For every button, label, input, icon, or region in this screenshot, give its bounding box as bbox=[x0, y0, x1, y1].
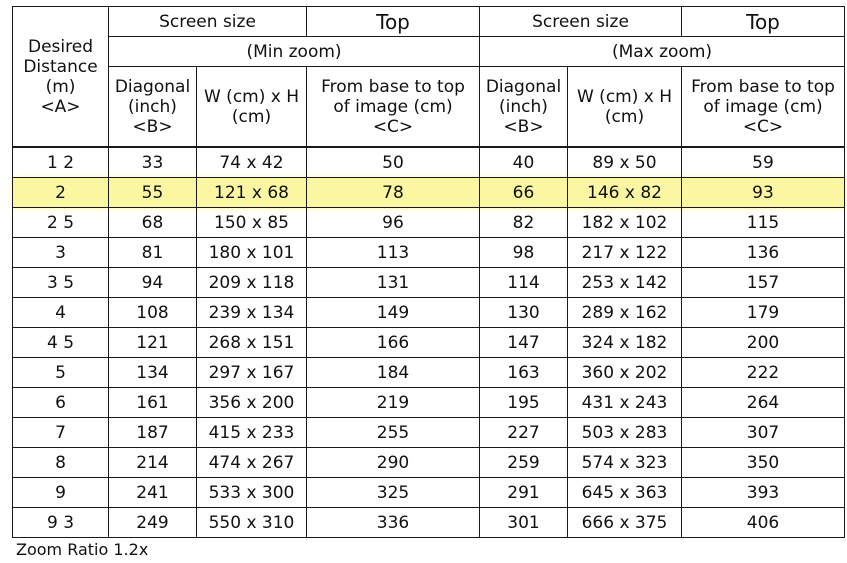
max-diagonal-cell: 114 bbox=[480, 268, 568, 298]
max-size-cell: 666 x 375 bbox=[568, 508, 682, 538]
min-top-cell: 131 bbox=[307, 268, 480, 298]
max-top-cell: 222 bbox=[682, 358, 845, 388]
distance-cell: 4 bbox=[13, 298, 109, 328]
max-diagonal-cell: 130 bbox=[480, 298, 568, 328]
min-size-cell: 297 x 167 bbox=[197, 358, 307, 388]
max-diagonal-cell: 40 bbox=[480, 147, 568, 178]
screen-size-header-min: Screen size bbox=[109, 7, 307, 37]
min-size-cell: 268 x 151 bbox=[197, 328, 307, 358]
projection-distance-table bbox=[12, 6, 845, 538]
top-header-max: Top bbox=[682, 7, 845, 37]
max-zoom-header: (Max zoom) bbox=[480, 37, 845, 67]
min-top-cell: 336 bbox=[307, 508, 480, 538]
max-top-cell: 200 bbox=[682, 328, 845, 358]
max-top-cell: 59 bbox=[682, 147, 845, 178]
min-size-cell: 239 x 134 bbox=[197, 298, 307, 328]
max-size-cell: 217 x 122 bbox=[568, 238, 682, 268]
distance-cell: 7 bbox=[13, 418, 109, 448]
table-row bbox=[13, 508, 845, 538]
distance-cell: 1 2 bbox=[13, 147, 109, 178]
min-diagonal-cell: 187 bbox=[109, 418, 197, 448]
min-top-cell: 290 bbox=[307, 448, 480, 478]
min-diagonal-cell: 94 bbox=[109, 268, 197, 298]
min-size-cell: 533 x 300 bbox=[197, 478, 307, 508]
table-row bbox=[13, 238, 845, 268]
max-top-cell: 179 bbox=[682, 298, 845, 328]
distance-cell: 3 5 bbox=[13, 268, 109, 298]
max-top-cell: 406 bbox=[682, 508, 845, 538]
max-top-cell: 307 bbox=[682, 418, 845, 448]
min-size-cell: 74 x 42 bbox=[197, 147, 307, 178]
distance-cell: 6 bbox=[13, 388, 109, 418]
min-top-cell: 325 bbox=[307, 478, 480, 508]
max-top-cell: 93 bbox=[682, 178, 845, 208]
min-top-cell: 149 bbox=[307, 298, 480, 328]
wxh-header-max: W (cm) x H (cm) bbox=[568, 67, 682, 148]
min-size-cell: 415 x 233 bbox=[197, 418, 307, 448]
max-diagonal-cell: 82 bbox=[480, 208, 568, 238]
diagonal-header-max: Diagonal (inch) <B> bbox=[480, 67, 568, 148]
max-diagonal-cell: 147 bbox=[480, 328, 568, 358]
max-size-cell: 574 x 323 bbox=[568, 448, 682, 478]
min-zoom-header: (Min zoom) bbox=[109, 37, 480, 67]
min-top-cell: 96 bbox=[307, 208, 480, 238]
table-row bbox=[13, 448, 845, 478]
max-diagonal-cell: 98 bbox=[480, 238, 568, 268]
distance-cell: 3 bbox=[13, 238, 109, 268]
min-size-cell: 209 x 118 bbox=[197, 268, 307, 298]
min-size-cell: 356 x 200 bbox=[197, 388, 307, 418]
min-diagonal-cell: 33 bbox=[109, 147, 197, 178]
max-diagonal-cell: 259 bbox=[480, 448, 568, 478]
max-top-cell: 115 bbox=[682, 208, 845, 238]
max-size-cell: 182 x 102 bbox=[568, 208, 682, 238]
min-size-cell: 550 x 310 bbox=[197, 508, 307, 538]
max-size-cell: 645 x 363 bbox=[568, 478, 682, 508]
min-diagonal-cell: 214 bbox=[109, 448, 197, 478]
max-diagonal-cell: 301 bbox=[480, 508, 568, 538]
zoom-ratio-note: Zoom Ratio 1.2x bbox=[16, 540, 149, 559]
min-top-cell: 219 bbox=[307, 388, 480, 418]
min-size-cell: 121 x 68 bbox=[197, 178, 307, 208]
from-base-header-min: From base to top of image (cm) <C> bbox=[307, 67, 480, 148]
min-top-cell: 113 bbox=[307, 238, 480, 268]
table-row bbox=[13, 268, 845, 298]
max-size-cell: 503 x 283 bbox=[568, 418, 682, 448]
table-row bbox=[13, 178, 845, 208]
screen-size-header-max: Screen size bbox=[480, 7, 682, 37]
min-diagonal-cell: 134 bbox=[109, 358, 197, 388]
distance-cell: 4 5 bbox=[13, 328, 109, 358]
distance-cell: 9 3 bbox=[13, 508, 109, 538]
max-top-cell: 393 bbox=[682, 478, 845, 508]
min-top-cell: 50 bbox=[307, 147, 480, 178]
max-diagonal-cell: 227 bbox=[480, 418, 568, 448]
max-diagonal-cell: 195 bbox=[480, 388, 568, 418]
table-row bbox=[13, 147, 845, 178]
desired-distance-header: Desired Distance (m) <A> bbox=[13, 7, 109, 148]
max-top-cell: 264 bbox=[682, 388, 845, 418]
max-top-cell: 136 bbox=[682, 238, 845, 268]
min-diagonal-cell: 241 bbox=[109, 478, 197, 508]
max-diagonal-cell: 291 bbox=[480, 478, 568, 508]
min-diagonal-cell: 55 bbox=[109, 178, 197, 208]
max-size-cell: 289 x 162 bbox=[568, 298, 682, 328]
max-size-cell: 324 x 182 bbox=[568, 328, 682, 358]
wxh-header-min: W (cm) x H (cm) bbox=[197, 67, 307, 148]
max-diagonal-cell: 66 bbox=[480, 178, 568, 208]
table-row bbox=[13, 478, 845, 508]
diagonal-header-min: Diagonal (inch) <B> bbox=[109, 67, 197, 148]
min-size-cell: 180 x 101 bbox=[197, 238, 307, 268]
min-top-cell: 78 bbox=[307, 178, 480, 208]
min-size-cell: 474 x 267 bbox=[197, 448, 307, 478]
table-row bbox=[13, 358, 845, 388]
table-row bbox=[13, 298, 845, 328]
table-row bbox=[13, 418, 845, 448]
table-row bbox=[13, 208, 845, 238]
max-size-cell: 360 x 202 bbox=[568, 358, 682, 388]
min-top-cell: 166 bbox=[307, 328, 480, 358]
table-row bbox=[13, 388, 845, 418]
max-size-cell: 146 x 82 bbox=[568, 178, 682, 208]
min-diagonal-cell: 249 bbox=[109, 508, 197, 538]
min-top-cell: 255 bbox=[307, 418, 480, 448]
max-size-cell: 431 x 243 bbox=[568, 388, 682, 418]
distance-cell: 2 bbox=[13, 178, 109, 208]
max-diagonal-cell: 163 bbox=[480, 358, 568, 388]
min-top-cell: 184 bbox=[307, 358, 480, 388]
distance-cell: 8 bbox=[13, 448, 109, 478]
distance-cell: 2 5 bbox=[13, 208, 109, 238]
max-size-cell: 253 x 142 bbox=[568, 268, 682, 298]
top-header-min: Top bbox=[307, 7, 480, 37]
max-top-cell: 350 bbox=[682, 448, 845, 478]
max-top-cell: 157 bbox=[682, 268, 845, 298]
table-body bbox=[13, 147, 845, 538]
from-base-header-max: From base to top of image (cm) <C> bbox=[682, 67, 845, 148]
min-diagonal-cell: 161 bbox=[109, 388, 197, 418]
max-size-cell: 89 x 50 bbox=[568, 147, 682, 178]
min-diagonal-cell: 121 bbox=[109, 328, 197, 358]
min-diagonal-cell: 81 bbox=[109, 238, 197, 268]
table-row bbox=[13, 328, 845, 358]
distance-cell: 5 bbox=[13, 358, 109, 388]
min-size-cell: 150 x 85 bbox=[197, 208, 307, 238]
min-diagonal-cell: 68 bbox=[109, 208, 197, 238]
min-diagonal-cell: 108 bbox=[109, 298, 197, 328]
distance-cell: 9 bbox=[13, 478, 109, 508]
